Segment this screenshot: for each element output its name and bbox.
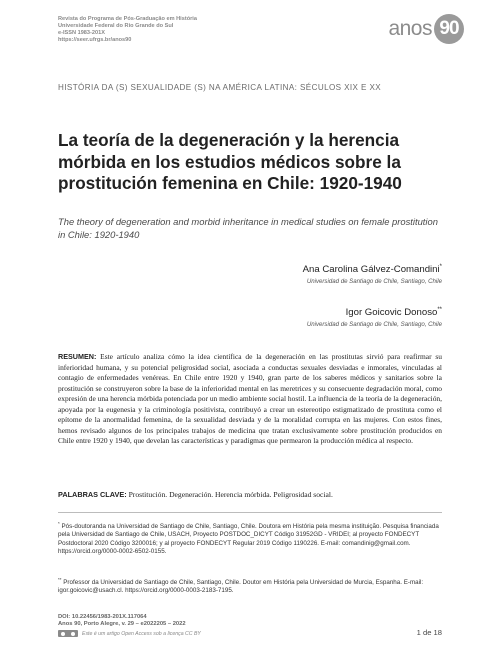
journal-info-line: e-ISSN 1983-201X: [58, 30, 105, 36]
article-title: La teoría de la degeneración y la herencia mórbida en los estudios médicos sobre la prostitución femenina en Chile: 1920-1940: [58, 130, 402, 193]
author-affiliation: Universidad de Santiago de Chile, Santiago, Chile: [306, 321, 442, 329]
author-marker: **: [437, 307, 442, 313]
abstract-text: Este artículo analiza cómo la idea científica de la degeneración en las prostitutas sirvió para reafirmar su inferioridad humana, y su potencial peligrosidad social, asociada a conductas sexuales desviadas e inmorales, vinculadas al contagio de enfermedades venéreas. En Chile entre 1920 y 1940, gran parte de los saberes médicos y sanitarios sobre la prostitución se construyeron sobre la base de la inferioridad mental en las meretrices y su consecuente degradación moral, como expresión de una herencia mórbida potenciada por un medio ambiente social hostil. La influencia de la teoría de la degeneración, apoyada por la eugenesia y la criminología positivista, contribuyó a crear un estereotipo estigmatizado de prostituta como el epítome de la anormalidad femenina, de la sexualidad desviada y de la moralidad corrupta en las mujeres. Con estos fines, hemos revisado algunos de los principales trabajos de medicina que tratan exclusivamente sobre prostitución producidos en Chile entre 1920 y 1940, que develan las características y paradigmas que permearon la producción médica al respecto.: [58, 352, 442, 446]
keywords: [58, 490, 442, 499]
doi-block: [58, 614, 186, 628]
footnote-marker: *: [58, 521, 60, 526]
cc-by-icon[interactable]: [58, 630, 78, 637]
journal-info-line: Universidade Federal do Rio Grande do Sul: [58, 23, 174, 29]
footnote-2: [58, 576, 443, 596]
license-notice: [58, 630, 201, 637]
author-marker: *: [439, 264, 442, 270]
footnote-1: [58, 520, 443, 557]
article-subtitle: The theory of degeneration and morbid inheritance in medical studies on female prostitution in Chile: 1920-1940: [58, 216, 438, 240]
section-label: HISTÓRIA DA (S) SEXUALIDADE (S) NA AMÉRICA LATINA: SÉCULOS XIX E XX: [58, 83, 382, 92]
doi-link[interactable]: DOI: 10.22456/1983-201X.117064: [58, 614, 147, 620]
keywords-text: Prostitución. Degeneración. Herencia mórbida. Peligrosidad social.: [128, 490, 333, 499]
author-name: Ana Carolina Gálvez-Comandini: [302, 264, 440, 276]
author-affiliation: Universidad de Santiago de Chile, Santiago, Chile: [306, 278, 442, 286]
page-indicator: 1 de 18: [416, 628, 442, 637]
abstract: [58, 352, 442, 447]
logo-word: anos: [388, 17, 432, 40]
abstract-label: RESUMEN:: [58, 352, 97, 361]
journal-info: [58, 16, 197, 44]
author-name: Igor Goicovic Donoso: [345, 307, 438, 319]
license-text: Este é um artigo Open Access sob a licença CC BY: [82, 630, 201, 637]
footnote-text: Professor da Universidad de Santiago de Chile, Santiago, Chile. Doutor em História pela Universidad de Murcia, Espanha. E-mail: igor.goicovic@usach.cl. https://orcid.org/0000-0003-2183-7195.: [58, 579, 424, 595]
author-1: [303, 264, 442, 285]
footnote-marker: **: [58, 577, 62, 582]
journal-info-line: Revista do Programa de Pós-Graduação em História: [58, 16, 197, 22]
logo-number: 90: [434, 14, 464, 44]
author-2: [307, 307, 442, 328]
citation-line: Anos 90, Porto Alegre, v. 29 – e2022205 – 2022: [58, 621, 186, 628]
footnote-text: Pós-doutoranda na Universidad de Santiago de Chile, Santiago, Chile. Doutora em História pela mesma instituição. Pesquisa financiada pela Universidad de Santiago de Chile, USACH, Proyecto POSTDOC_DICYT Código 31952GD - VRIDEI; al proyecto FONDECYT Postdoctoral 2020 Código 3200016; y al proyecto FONDECYT Regular 2019 Código 1190226. E-mail: comandinig@gmail.com. https://orcid.org/0000-0002-6502-0155.: [58, 523, 439, 556]
footnote-divider: [58, 512, 442, 513]
journal-logo: [388, 14, 464, 44]
journal-url[interactable]: https://seer.ufrgs.br/anos90: [58, 37, 132, 43]
keywords-label: PALABRAS CLAVE:: [58, 490, 127, 499]
